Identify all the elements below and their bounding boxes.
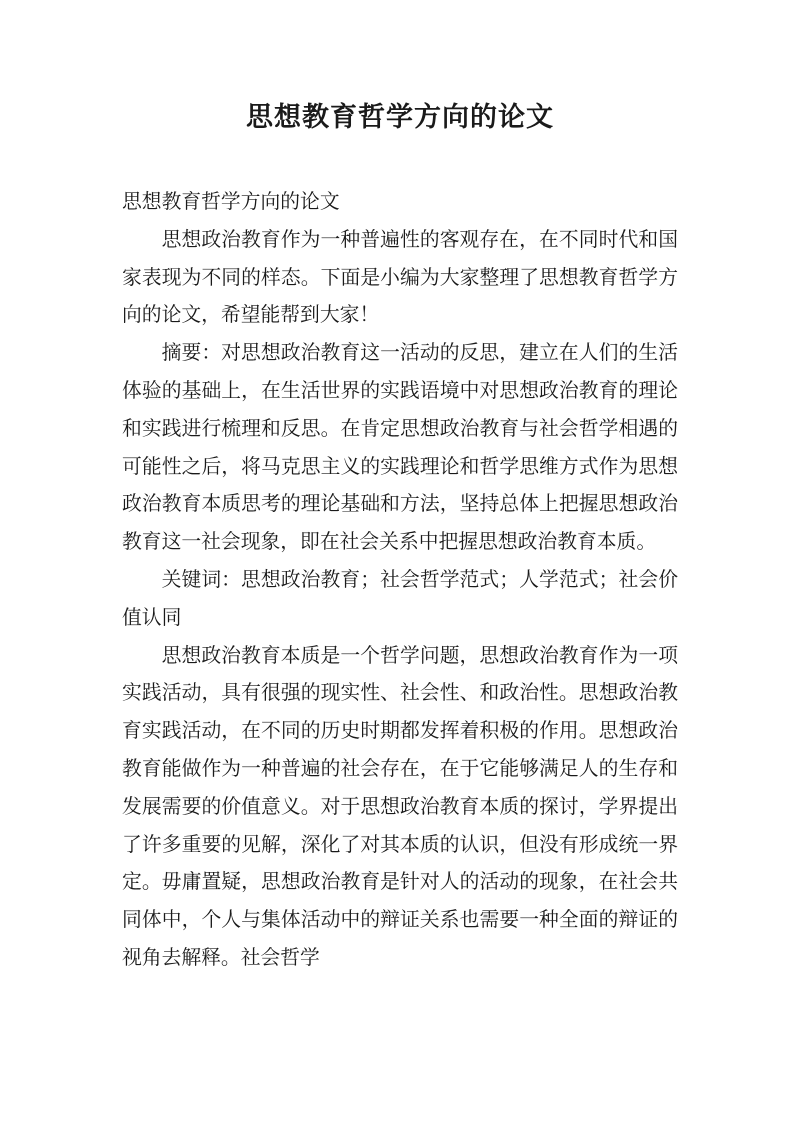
keywords-paragraph: 关键词：思想政治教育；社会哲学范式；人学范式；社会价值认同 xyxy=(122,567,678,629)
document-title: 思想教育哲学方向的论文 xyxy=(246,102,554,133)
abstract-paragraph: 摘要：对思想政治教育这一活动的反思，建立在人们的生活体验的基础上，在生活世界的实践语境中对思想政治教育的理论和实践进行梳理和反思。在肯定思想政治教育与社会哲学相遇的可能性之后，将马克思主义的实践理论和哲学思维方式作为思想政治教育本质思考的理论基础和方法，坚持总体上把握思想政治教育这一社会现象，即在社会关系中把握思想政治教育本质。 xyxy=(122,341,678,554)
subtitle-paragraph: 思想教育哲学方向的论文 xyxy=(122,190,340,213)
document-body xyxy=(122,183,678,977)
intro-paragraph: 思想政治教育作为一种普遍性的客观存在，在不同时代和国家表现为不同的样态。下面是小编为大家整理了思想教育哲学方向的论文，希望能帮到大家！ xyxy=(122,227,678,327)
body-paragraph: 思想政治教育本质是一个哲学问题，思想政治教育作为一项实践活动，具有很强的现实性、社会性、和政治性。思想政治教育实践活动，在不同的历史时期都发挥着积极的作用。思想政治教育能做作为一种普遍的社会存在，在于它能够满足人的生存和发展需要的价值意义。对于思想政治教育本质的探讨，学界提出了许多重要的见解，深化了对其本质的认识，但没有形成统一界定。毋庸置疑，思想政治教育是针对人的活动的现象，在社会共同体中，个人与集体活动中的辩证关系也需要一种全面的辩证的视角去解释。社会哲学 xyxy=(122,643,678,969)
